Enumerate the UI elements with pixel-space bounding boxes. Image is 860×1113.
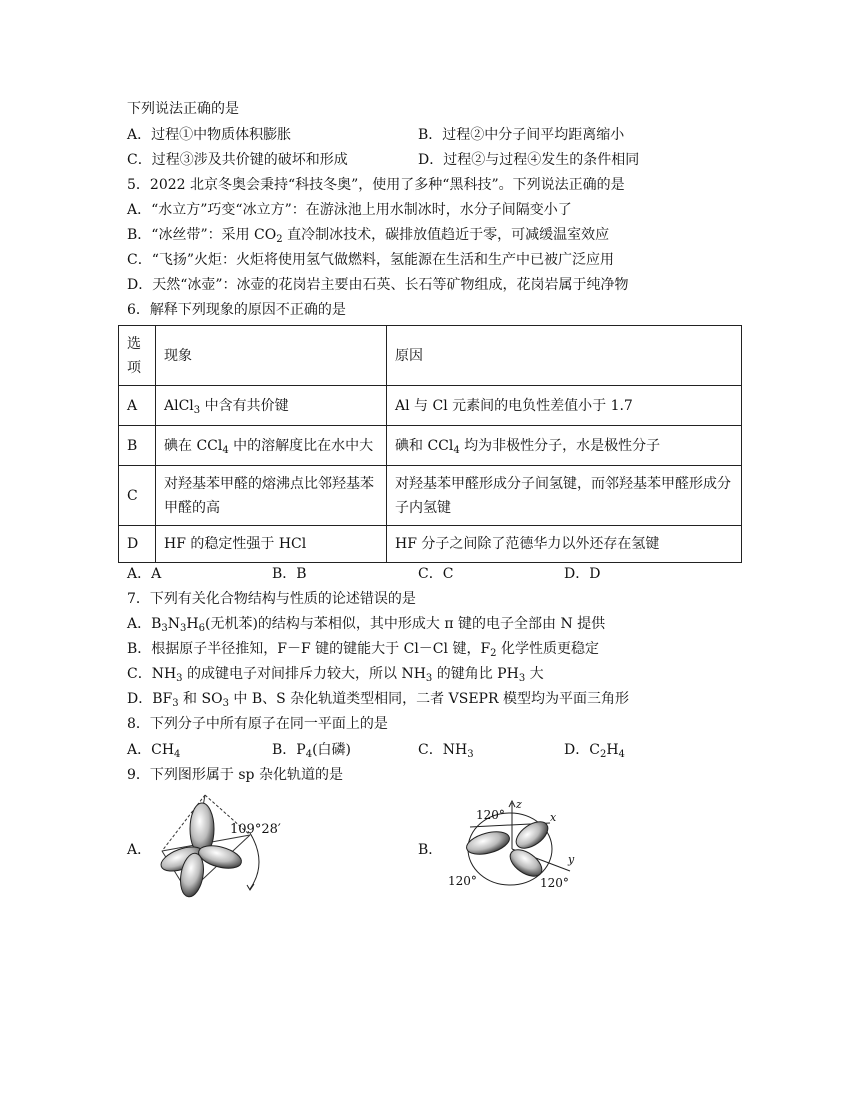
q8-stem: 8．下列分子中所有原子在同一平面上的是 [127,716,388,732]
q5-option-b: B．“冰丝带”：采用 $CO_2$ 直冷制冰技术，碳排放值趋近于零，可减缓温室效应 [127,227,610,245]
q7-option-c: C．$NH_3$ 的成键电子对间排斥力较大，所以 $NH_3$ 的键角比 $PH_3$ 大 [127,666,544,684]
q4-option-d: D．过程②与过程④发生的条件相同 [418,152,640,168]
q9-figure-a-label: A． [127,842,152,858]
q9-figure-b-label: B． [418,842,443,858]
angle-label: 120° [476,808,505,822]
row-option: A [119,386,156,426]
angle-label: 120° [448,874,477,888]
row-reason: 碘和 CCl$_4$ 均为非极性分子，水是极性分子 [387,426,742,466]
q5-option-c: C．“飞扬”火炬：火炬将使用氢气做燃料，氢能源在生活和生产中已被广泛应用 [127,252,615,268]
q7-option-b: B．根据原子半径推知，F－F 键的键能大于 Cl－Cl 键，$F_2$ 化学性质更稳定 [127,641,599,659]
table-row [119,386,742,426]
q6-choice-b: B．B [272,566,307,582]
header-reason-cell: 原因 [387,326,742,386]
sp2-orbital-figure [440,797,580,897]
q5-option-a: A．“水立方”巧变“冰立方”：在游泳池上用水制冰时，水分子间隔变小了 [127,202,572,218]
table-row [119,466,742,526]
q5-stem: 5．2022 北京冬奥会秉持“科技冬奥”，使用了多种“黑科技”。下列说法正确的是 [127,177,625,193]
row-option: C [119,466,156,526]
row-phenomenon: 碘在 CCl$_4$ 中的溶解度比在水中大 [156,426,387,466]
row-reason: HF 分子之间除了范德华力以外还存在氢键 [387,526,742,563]
sp3-orbital-figure [150,793,290,903]
row-phenomenon: HF 的稳定性强于 HCl [156,526,387,563]
q6-choice-d: D．D [564,566,601,582]
q9-stem: 9．下列图形属于 sp 杂化轨道的是 [127,767,343,783]
q6-choice-a: A．A [127,566,162,582]
y-axis-label: y [568,853,575,866]
q4-option-a: A．过程①中物质体积膨胀 [127,127,292,143]
q6-table [118,325,742,563]
z-axis-label: z [516,798,522,811]
table-row [119,426,742,466]
q4-option-c: C．过程③涉及共价键的破坏和形成 [127,152,348,168]
header-option-cell: 选项 [119,326,156,386]
angle-label: 109°28′ [230,822,281,837]
angle-label: 120° [540,876,569,890]
q8-choice-b: B．$P_4$(白磷) [272,742,352,760]
q7-option-a: A．$B_3N_3H_6$(无机苯)的结构与苯相似，其中形成大 π 键的电子全部由 N 提供 [127,616,606,634]
q8-choice-c: C．$NH_3$ [418,742,474,760]
q8-choice-a: A．$CH_4$ [127,742,181,760]
q6-choice-c: C．C [418,566,454,582]
row-phenomenon: AlCl$_3$ 中含有共价键 [156,386,387,426]
q8-choice-d: D．$C_2H_4$ [564,742,625,760]
x-axis-label: x [550,811,557,824]
row-reason: Al 与 Cl 元素间的电负性差值小于 1.7 [387,386,742,426]
q7-option-d: D．$BF_3$ 和 $SO_3$ 中 B、S 杂化轨道类型相同，二者 VSEPR 模型均为平面三角形 [127,691,629,709]
row-reason: 对羟基苯甲醛形成分子间氢键，而邻羟基苯甲醛形成分子内氢键 [387,466,742,526]
row-option: D [119,526,156,563]
q7-stem: 7．下列有关化合物结构与性质的论述错误的是 [127,591,416,607]
table-header-row [119,326,742,386]
q4-stem: 下列说法正确的是 [127,101,239,117]
row-option: B [119,426,156,466]
q6-stem: 6．解释下列现象的原因不正确的是 [127,302,346,318]
q4-option-b: B．过程②中分子间平均距离缩小 [418,127,625,143]
table-row [119,526,742,563]
row-phenomenon: 对羟基苯甲醛的熔沸点比邻羟基苯甲醛的高 [156,466,387,526]
q5-option-d: D．天然“冰壶”：冰壶的花岗岩主要由石英、长石等矿物组成，花岗岩属于纯净物 [127,277,629,293]
header-phenomenon-cell: 现象 [156,326,387,386]
